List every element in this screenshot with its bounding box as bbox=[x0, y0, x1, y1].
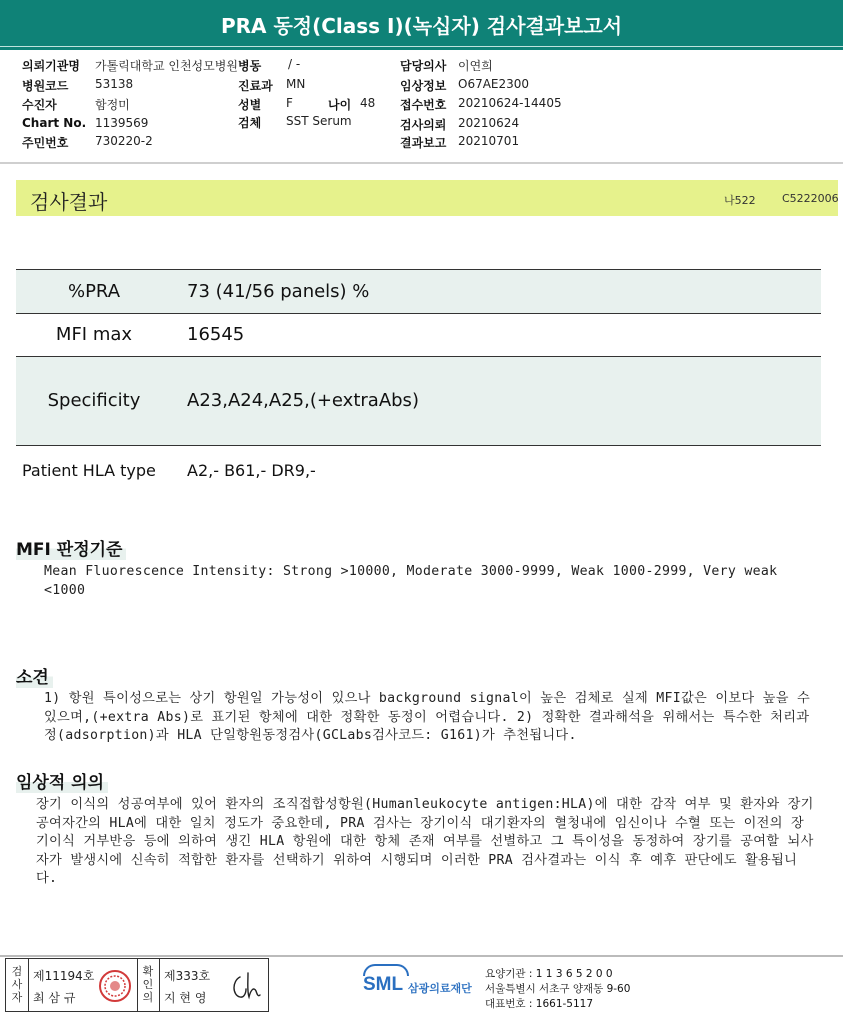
age-label: 나이 bbox=[328, 98, 352, 112]
findings-text: 1) 항원 특이성으로는 상기 항원일 가능성이 있으나 background signal이 높은 검체로 실제 MFI값은 이보다 높을 수 있으며,(+extra Abs)로 표기된 항체에 대한 정확한 동정이 어렵습니다. 2) 정확한 결과해석을 위해서는 특수한 처리과정(adsorption)과 HLA 단일항원동정검사(GCLabs검사코드: G161)가 추천됩니다. bbox=[44, 691, 819, 743]
inspector-name: 최 삼 규 bbox=[33, 991, 76, 1005]
handwritten-signature bbox=[228, 969, 264, 1003]
table-rule bbox=[16, 313, 821, 314]
seal-stamp-icon bbox=[98, 969, 132, 1003]
findings-heading: 소견 bbox=[16, 663, 53, 688]
report-label: 결과보고 bbox=[400, 136, 447, 150]
specimen-value: SST Serum bbox=[286, 114, 352, 128]
table-rule bbox=[16, 269, 821, 270]
hla-type-value: A2,- B61,- DR9,- bbox=[187, 461, 316, 480]
header-divider bbox=[0, 162, 843, 164]
care-code: 요양기관 : 1 1 3 6 5 2 0 0 bbox=[485, 968, 613, 980]
signature-box bbox=[5, 958, 269, 1012]
mfi-max-value: 16545 bbox=[187, 324, 245, 345]
org-phone: 대표번호 : 1661-5117 bbox=[485, 998, 594, 1010]
results-heading: 검사결과 bbox=[30, 190, 108, 214]
test-code-2: C5222006 bbox=[782, 192, 839, 205]
confirmer-number: 제333호 bbox=[164, 969, 211, 983]
footer-divider bbox=[0, 955, 843, 957]
department-value: MN bbox=[286, 77, 306, 91]
mfi-criteria-text: Mean Fluorescence Intensity: Strong >10000, Moderate 3000-9999, Weak 1000-2999, Very weak <1000 bbox=[44, 564, 786, 598]
ward-label: 병동 bbox=[238, 59, 262, 73]
resident-value: 730220-2 bbox=[95, 134, 153, 148]
specificity-label: Specificity bbox=[47, 390, 141, 411]
patient-label: 수진자 bbox=[22, 98, 57, 112]
signature-divider bbox=[159, 959, 160, 1011]
hospital-code-value: 53138 bbox=[95, 77, 134, 91]
clinical-significance-heading: 임상적 의의 bbox=[16, 768, 108, 793]
table-rule bbox=[16, 445, 821, 446]
signature-divider bbox=[28, 959, 29, 1011]
report-title-bar bbox=[0, 0, 843, 50]
mfi-criteria-heading: MFI 판정기준 bbox=[16, 535, 126, 560]
accession-value: 20210624-14405 bbox=[458, 96, 562, 110]
hla-type-label: Patient HLA type bbox=[22, 461, 156, 480]
patient-value: 함정미 bbox=[95, 98, 130, 112]
specimen-label: 검체 bbox=[238, 116, 262, 130]
inspector-label: 검사자 bbox=[11, 965, 23, 1004]
department-label: 진료과 bbox=[238, 79, 273, 93]
sex-label: 성별 bbox=[238, 98, 262, 112]
doctor-value: 이연희 bbox=[458, 59, 493, 73]
doctor-label: 담당의사 bbox=[400, 59, 447, 73]
org-address: 서울특별시 서초구 양재동 9-60 bbox=[485, 983, 631, 995]
resident-label: 주민번호 bbox=[22, 136, 69, 150]
institution-value: 가톨릭대학교 인천성모병원 bbox=[95, 59, 238, 73]
chart-label: Chart No. bbox=[22, 116, 87, 130]
org-name: 삼광의료재단 bbox=[408, 982, 472, 995]
test-code-1: 나522 bbox=[724, 194, 756, 207]
mfi-max-label: MFI max bbox=[55, 324, 133, 345]
hospital-code-label: 병원코드 bbox=[22, 79, 69, 93]
results-section-bar bbox=[16, 180, 838, 216]
confirmer-name: 지 현 영 bbox=[164, 991, 207, 1005]
clinical-info-value: O67AE2300 bbox=[458, 77, 530, 91]
institution-label: 의뢰기관명 bbox=[22, 59, 80, 73]
age-value: 48 bbox=[360, 96, 376, 110]
clinical-info-label: 임상정보 bbox=[400, 79, 447, 93]
request-label: 검사의뢰 bbox=[400, 118, 447, 132]
title-underline bbox=[0, 46, 843, 47]
chart-value: 1139569 bbox=[95, 116, 149, 130]
accession-label: 접수번호 bbox=[400, 98, 447, 112]
inspector-number: 제11194호 bbox=[33, 969, 95, 983]
pra-value: 73 (41/56 panels) % bbox=[187, 281, 370, 302]
confirmer-label: 확인의 bbox=[142, 965, 154, 1004]
ward-value: / - bbox=[288, 57, 301, 71]
pra-label: %PRA bbox=[67, 281, 121, 302]
request-value: 20210624 bbox=[458, 116, 520, 130]
report-title: PRA 동정(Class I)(녹십자) 검사결과보고서 bbox=[220, 14, 623, 38]
specificity-value: A23,A24,A25,(+extraAbs) bbox=[187, 390, 419, 411]
signature-divider bbox=[137, 959, 138, 1011]
report-value: 20210701 bbox=[458, 134, 520, 148]
table-rule bbox=[16, 356, 821, 357]
sex-value: F bbox=[286, 96, 293, 110]
clinical-significance-text: 장기 이식의 성공여부에 있어 환자의 조직접합성항원(Humanleukocyte antigen:HLA)에 대한 감작 여부 및 환자와 장기공여자간의 HLA에 대한 일치 정도가 중요한데, PRA 검사는 장기이식 대기환자의 혈청내에 임신이나 수혈 또는 이전의 장기이식 거부반응 등에 의하여 생긴 HLA 항원에 대한 항체 존재 여부를 선별하고 그 특이성을 동정하여 장기를 공여할 뇌사자가 발생시에 신속히 적합한 환자를 선택하기 위하여 시행되며 이러한 PRA 검사결과는 이식 후 예후 판단에도 활용됩니다. bbox=[36, 797, 814, 886]
logo-text: SML bbox=[363, 974, 404, 995]
